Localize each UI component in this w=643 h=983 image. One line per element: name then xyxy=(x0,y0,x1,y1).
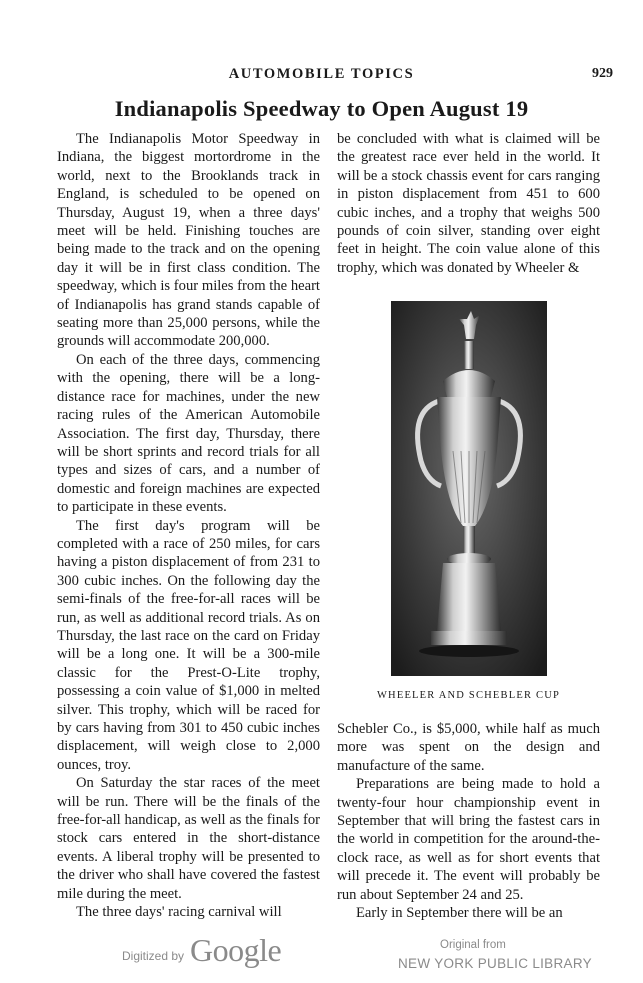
left-column xyxy=(57,130,320,921)
paragraph: On each of the three days, commencing with the opening, there will be a long-distance race for machines, under the new racing rules of the American Automobile Association. The first day, Thursday, there will be short sprints and record trials for all types and sizes of cars, and a number of domestic and foreign machines are expected to participate in these events. xyxy=(57,351,320,516)
page-number: 929 xyxy=(592,66,613,81)
digitized-by-label: Digitized by xyxy=(122,949,185,963)
running-title: AUTOMOBILE TOPICS xyxy=(228,66,415,82)
right-column-top xyxy=(337,130,600,277)
google-logo: Google xyxy=(190,932,282,968)
paragraph: Preparations are being made to hold a twenty-four hour championship event in September that will bring the fastest cars in the world in competition for the around-the-clock race, as well as for short events that will precede it. The event will probably be run about September 24 and 25. xyxy=(337,776,600,903)
paragraph-continued: be concluded with what is claimed will be the greatest race ever held in the world. It will be a stock chassis event for cars ranging in piston displacement from 451 to 600 cubic inches, and a trophy that weighs 500 pounds of coin silver, standing over eight feet in height. The coin value alone of this trophy, which was donated by Wheeler & xyxy=(337,131,600,276)
page-header xyxy=(0,66,643,88)
original-from-label: Original from xyxy=(440,939,506,951)
paragraph: The Indianapolis Motor Speedway in Indiana, the biggest mortordrome in the world, next to the Brooklands track in England, is scheduled to be opened on Thursday, August 19, when a three days' meet will be held. Finishing touches are being made to the track and on the opening day it will be in first class condition. The speedway, which is four miles from the heart of Indianapolis has grand stands capable of seating more than 25,000 persons, while the grounds will accommodate 200,000. xyxy=(57,131,320,350)
paragraph: On Saturday the star races of the meet will be run. There will be the finals of the free-for-all handicap, as well as the finals for stock cars entered in the short-distance events. A liberal trophy will be presented to the driver who shall have covered the fastest mile during the meet. xyxy=(57,775,320,902)
paragraph: The first day's program will be completed with a race of 250 miles, for cars having a piston displacement of from 231 to 300 cubic inches. On the following day the semi-finals of the free-for-all races will be run, as well as additional record trials. As on Thursday, the last race on the card on Friday will be a long one. It will be a 300-mile classic for the Prest-O-Lite trophy, possessing a coin value of $1,000 in melted silver. This trophy, which will be raced for by cars having from 301 to 450 cubic inches displacement, will weigh close to 2,000 ounces, troy. xyxy=(57,517,320,773)
article-title: Indianapolis Speedway to Open August 19 xyxy=(114,96,529,121)
image-caption: WHEELER AND SCHEBLER CUP xyxy=(376,690,561,701)
paragraph: The three days' racing carnival will xyxy=(76,904,282,921)
library-name: NEW YORK PUBLIC LIBRARY xyxy=(398,956,592,971)
right-column-bottom xyxy=(337,720,600,922)
trophy-photo xyxy=(391,301,547,676)
paragraph-continued: Schebler Co., is $5,000, while half as much more was spent on the design and manufacture of the same. xyxy=(337,721,600,774)
paragraph: Early in September there will be an xyxy=(356,905,563,922)
